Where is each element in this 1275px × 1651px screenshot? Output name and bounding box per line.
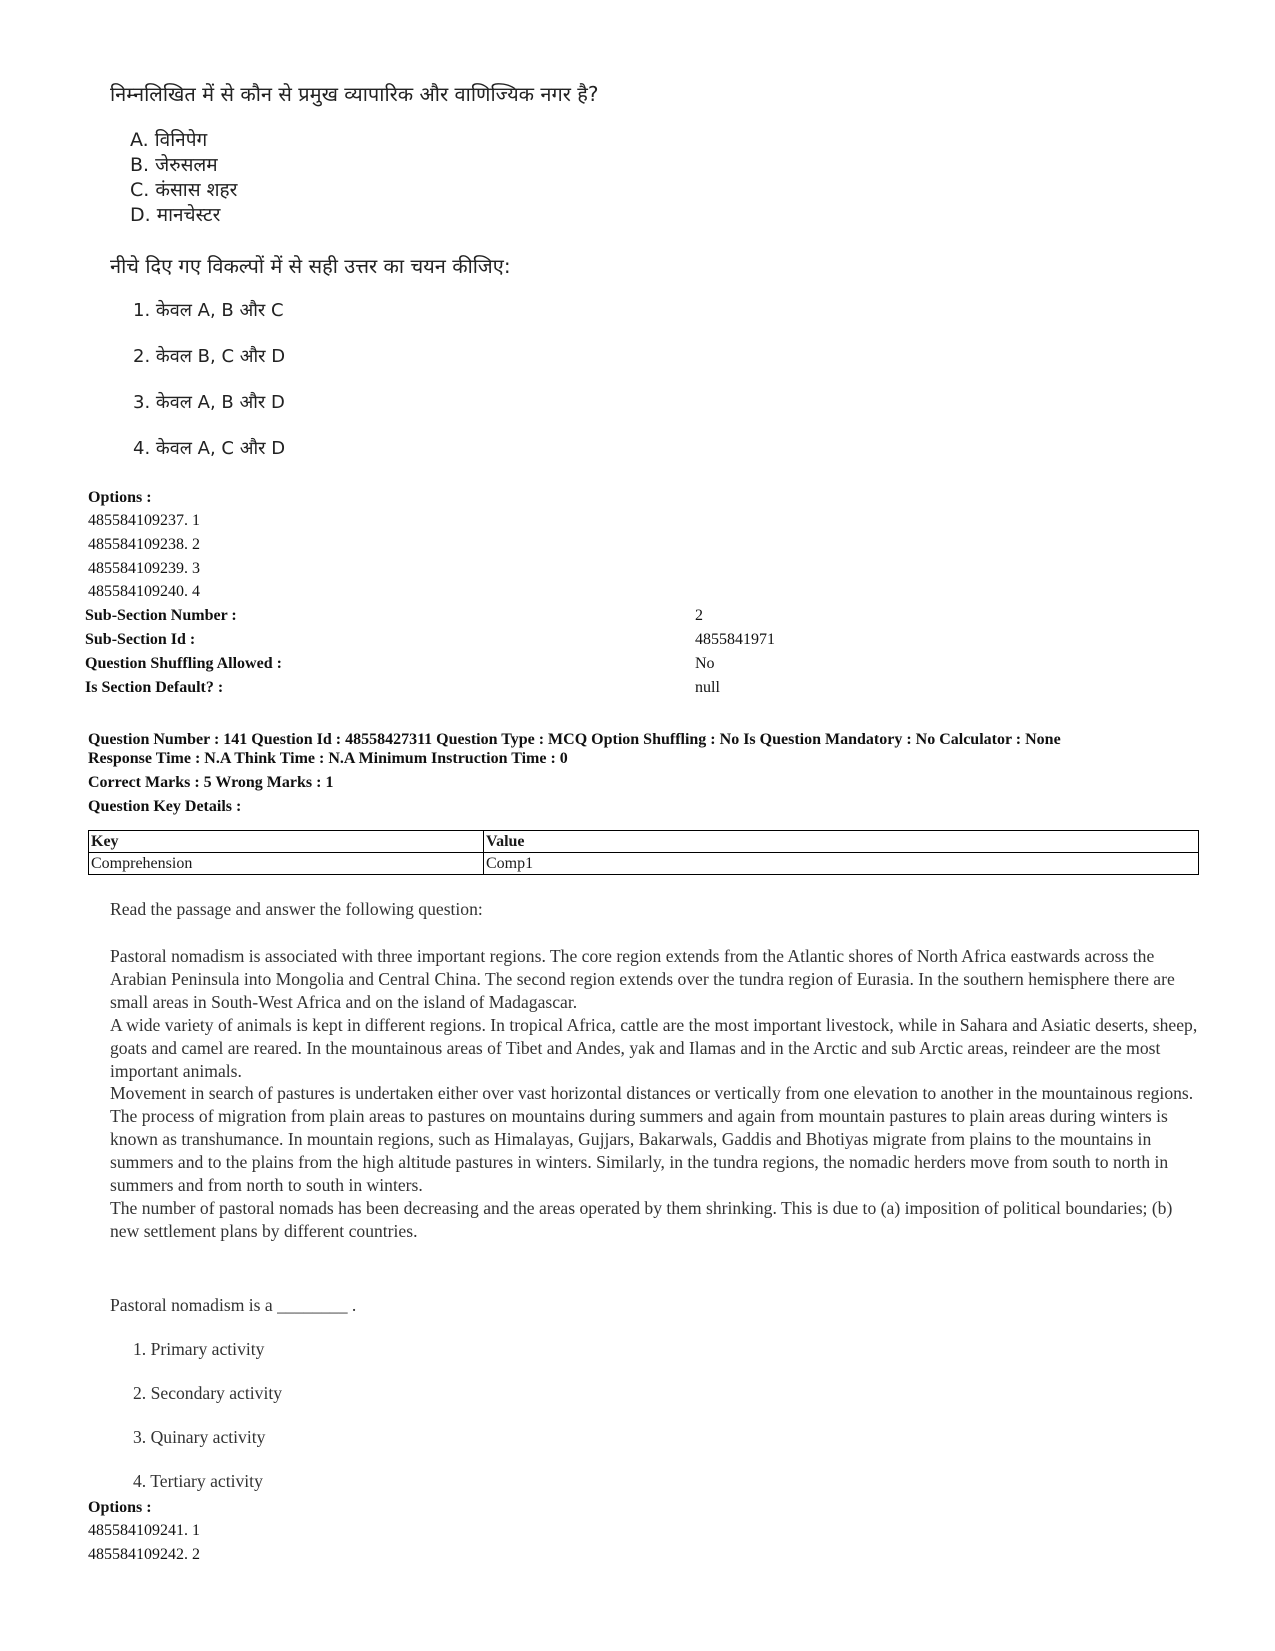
subsection-number-value: 2 — [695, 607, 703, 624]
option-id-3: 485584109239. 3 — [88, 560, 200, 577]
comprehension-passage — [110, 945, 1200, 1243]
options-label: Options : — [88, 1499, 152, 1516]
key-header: Key — [89, 831, 484, 853]
answer-option-1: 1. केवल A, B और C — [133, 300, 284, 321]
value-cell: Comp1 — [484, 853, 1199, 875]
answer-option-2: 2. Secondary activity — [133, 1383, 283, 1403]
choice-c: C. कंसास शहर — [130, 179, 238, 201]
choice-d: D. मानचेस्टर — [130, 204, 221, 226]
question-meta-line1: Question Number : 141 Question Id : 48558427311 Question Type : MCQ Option Shuffling : No Is Question Mandatory : No Calculator : None — [88, 731, 1061, 748]
answer-option-4: 4. केवल A, C और D — [133, 438, 286, 459]
table-row — [89, 853, 1199, 875]
passage-paragraph-4: The number of pastoral nomads has been decreasing and the areas operated by them shrinking. This is due to (a) imposition of political boundaries; (b) new settlement plans by different countries. — [110, 1197, 1173, 1241]
question-text-hindi: निम्नलिखित में से कौन से प्रमुख व्यापारिक और वाणिज्यिक नगर है? — [110, 82, 599, 106]
choice-a: A. विनिपेग — [130, 129, 208, 151]
options-label: Options : — [88, 489, 152, 506]
key-table-header — [89, 831, 1199, 853]
option-id-2: 485584109242. 2 — [88, 1546, 200, 1563]
question-meta-line2: Response Time : N.A Think Time : N.A Minimum Instruction Time : 0 — [88, 750, 568, 767]
choice-b: B. जेरुसलम — [130, 154, 218, 176]
question-text: Pastoral nomadism is a ________ . — [110, 1295, 357, 1315]
option-id-4: 485584109240. 4 — [88, 583, 200, 600]
answer-option-3: 3. Quinary activity — [133, 1427, 266, 1447]
key-details-table — [88, 830, 1199, 875]
section-default-value: null — [695, 679, 720, 696]
answer-option-2: 2. केवल B, C और D — [133, 346, 286, 367]
subsection-number-label: Sub-Section Number : — [85, 607, 237, 624]
passage-paragraph-2: A wide variety of animals is kept in different regions. In tropical Africa, cattle are the most important livestock, while in Sahara and Asiatic deserts, sheep, goats and camel are reared. In the mountainous areas of Tibet and Andes, yak and Ilamas and in the Arctic and sub Arctic areas, reindeer are the most important animals. — [110, 1014, 1198, 1081]
passage-paragraph-3: Movement in search of pastures is undertaken either over vast horizontal distances or vertically from one elevation to another in the mountainous regions. The process of migration from plain areas to pastures on mountains during summers and again from mountain pastures to plain areas during winters is known as transhumance. In mountain regions, such as Himalayas, Gujjars, Bakarwals, Gaddis and Bhotiyas migrate from plains to the mountains in summers and to the plains from the high altitude pastures in winters. Similarly, in the tundra regions, the nomadic herders move from south to north in summers and from north to south in winters. — [110, 1083, 1194, 1196]
question-marks: Correct Marks : 5 Wrong Marks : 1 — [88, 774, 334, 791]
answer-option-1: 1. Primary activity — [133, 1339, 265, 1359]
value-header: Value — [484, 831, 1199, 853]
option-id-2: 485584109238. 2 — [88, 536, 200, 553]
question-key-details-label: Question Key Details : — [88, 798, 242, 815]
key-cell: Comprehension — [89, 853, 484, 875]
option-id-1: 485584109241. 1 — [88, 1522, 200, 1539]
passage-intro: Read the passage and answer the following question: — [110, 899, 483, 919]
instruction-hindi: नीचे दिए गए विकल्पों में से सही उत्तर का चयन कीजिए: — [110, 254, 511, 278]
subsection-id-label: Sub-Section Id : — [85, 631, 196, 648]
answer-option-3: 3. केवल A, B और D — [133, 392, 285, 413]
answer-option-4: 4. Tertiary activity — [133, 1471, 263, 1491]
option-id-1: 485584109237. 1 — [88, 512, 200, 529]
subsection-id-value: 4855841971 — [695, 631, 775, 648]
question-shuffling-value: No — [695, 655, 715, 672]
question-shuffling-label: Question Shuffling Allowed : — [85, 655, 282, 672]
section-default-label: Is Section Default? : — [85, 679, 224, 696]
passage-paragraph-1: Pastoral nomadism is associated with three important regions. The core region extends from the Atlantic shores of North Africa eastwards across the Arabian Peninsula into Mongolia and Central China. The second region extends over the tundra region of Eurasia. In the southern hemisphere there are small areas in South-West Africa and on the island of Madagascar. — [110, 946, 1175, 1012]
